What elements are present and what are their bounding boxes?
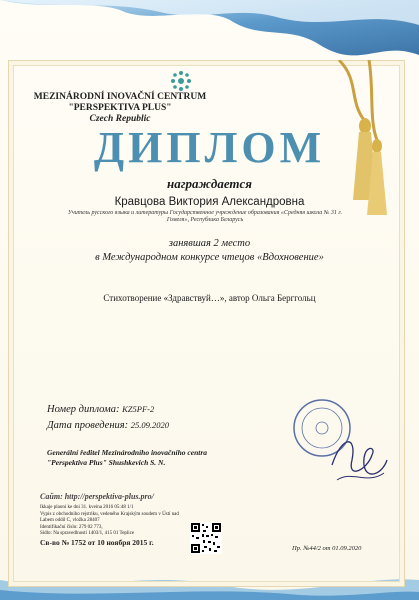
- reg-line: Ikkaje plaoni ke dni 31. kveina 2016 05:48 1/1: [40, 505, 134, 510]
- diploma-title: ДИПЛОМ: [93, 123, 326, 172]
- qr-code: [190, 522, 222, 554]
- place-text: занявшая 2 место: [168, 238, 251, 249]
- event-date-label: Дата проведения:: [47, 420, 129, 431]
- registration-info: [40, 505, 180, 548]
- reg-line: Identifikační číslo: 279 02 773,: [40, 524, 103, 530]
- event-date: [47, 420, 169, 431]
- event-date-value: 25.09.2020: [130, 420, 170, 430]
- recipient-description: Учитель русского языка и литературы Государственное учреждение образования «Средняя школа № 31 г. Гомеля», Республика Беларусь: [67, 210, 343, 223]
- certificate-number: Св-во № 1752 от 10 ноября 2015 г.: [40, 537, 154, 547]
- reg-line: Sídlo: Na spravedlnosti 1403/1, 415 01 Teplice: [40, 531, 135, 536]
- organization-logo-icon: [170, 70, 192, 92]
- signature: [322, 425, 392, 495]
- diploma-number: [47, 404, 154, 415]
- director-info: [47, 448, 247, 468]
- director-line2: "Perspektiva Plus" Shushkevich S. N.: [47, 458, 166, 467]
- work-title: Стихотворение «Здравствуй…», автор Ольга Берггольц: [103, 293, 316, 303]
- org-country: Czech Republic: [89, 114, 151, 124]
- website-link[interactable]: Сайт: http://perspektiva-plus.pro/: [40, 492, 154, 501]
- recipient-name: Кравцова Виктория Александровна: [114, 196, 305, 208]
- reg-line: Vypis z obchodniho rejstriku, vedeného Krajským soudem v Ústí nad Labem oddil C, vložka 28407: [40, 511, 179, 523]
- org-line1: MEZINÁRODNÍ INOVAČNÍ CENTRUM: [33, 92, 207, 102]
- org-line2: "PERSPEKTIVA PLUS": [68, 103, 172, 113]
- diploma-number-value: KZ5PF-2: [122, 404, 155, 414]
- awarded-label: награждается: [166, 176, 253, 191]
- diploma-number-label: Номер диплома:: [47, 404, 120, 415]
- director-line1: Generální ředitel Mezinárodního inovačního centra: [47, 448, 208, 457]
- protocol-number: Пр. №44/2 от 01.09.2020: [292, 545, 362, 552]
- organization-name: [30, 92, 210, 125]
- contest-text: в Международном конкурсе чтецов «Вдохновение»: [95, 252, 324, 263]
